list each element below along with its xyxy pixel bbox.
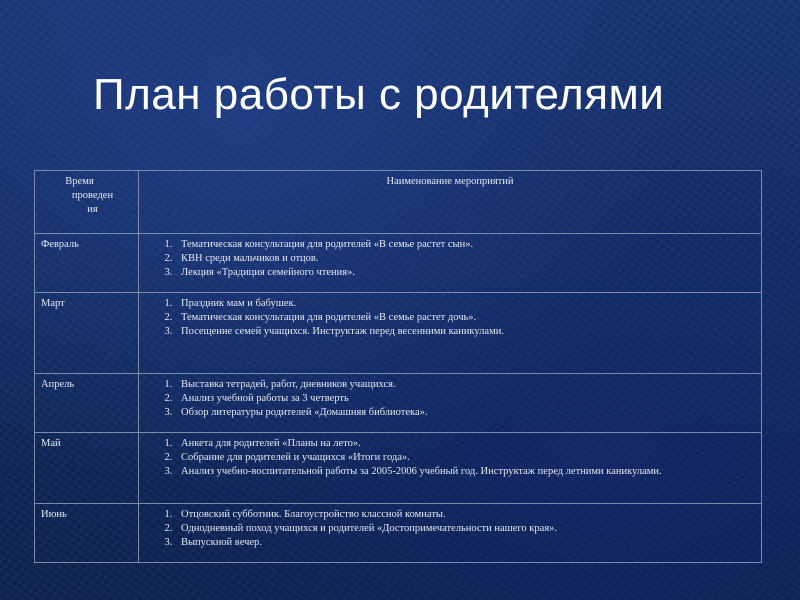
list-item: 1. Выставка тетрадей, работ, дневников учащихся. — [175, 378, 755, 392]
month-cell: Май — [35, 433, 139, 504]
list-item: 2. КВН среди мальчиков и отцов. — [175, 252, 755, 266]
events-list — [145, 437, 755, 479]
month-cell: Февраль — [35, 234, 139, 293]
table-row — [35, 504, 762, 563]
list-item: 1. Тематическая консультация для родителей «В семье растет сын». — [175, 238, 755, 252]
list-item: 1. Отцовский субботник. Благоустройство классной комнаты. — [175, 508, 755, 522]
list-item: 3. Обзор литературы родителей «Домашняя библиотека». — [175, 406, 755, 420]
header-time-cell — [35, 171, 139, 234]
slide-title: План работы с родителями — [93, 70, 665, 119]
work-plan-table — [34, 170, 762, 563]
header-time-line: ия — [87, 204, 98, 215]
month-cell: Апрель — [35, 374, 139, 433]
list-item: 1. Праздник мам и бабушек. — [175, 297, 755, 311]
list-item: 3. Посещение семей учащихся. Инструктаж перед весенними каникулами. — [175, 325, 755, 339]
list-item: 1. Анкета для родителей «Планы на лето». — [175, 437, 755, 451]
events-cell — [139, 374, 762, 433]
table-row — [35, 234, 762, 293]
events-list — [145, 378, 755, 420]
header-time-line: проведен — [71, 190, 114, 201]
events-list — [145, 297, 755, 339]
events-list — [145, 238, 755, 280]
list-item: 3. Выпускной вечер. — [175, 536, 755, 550]
header-time-line: Время — [65, 176, 94, 187]
events-cell — [139, 504, 762, 563]
list-item: 3. Анализ учебно-воспитательной работы за 2005-2006 учебный год. Инструктаж перед летними каникулами. — [175, 465, 755, 479]
list-item: 2. Тематическая консультация для родителей «В семье растет дочь». — [175, 311, 755, 325]
table-row — [35, 374, 762, 433]
header-events-cell: Наименование мероприятий — [139, 171, 762, 234]
events-cell — [139, 433, 762, 504]
list-item: 2. Однодневный поход учащихся и родителей «Достопримечательности нашего края». — [175, 522, 755, 536]
events-cell — [139, 293, 762, 374]
table-header-row — [35, 171, 762, 234]
events-list — [145, 508, 755, 550]
list-item: 2. Собрание для родителей и учащихся «Итоги года». — [175, 451, 755, 465]
table-row — [35, 433, 762, 504]
month-cell: Июнь — [35, 504, 139, 563]
table-row — [35, 293, 762, 374]
list-item: 2. Анализ учебной работы за 3 четверть — [175, 392, 755, 406]
events-cell — [139, 234, 762, 293]
month-cell: Март — [35, 293, 139, 374]
list-item: 3. Лекция «Традиция семейного чтения». — [175, 266, 755, 280]
